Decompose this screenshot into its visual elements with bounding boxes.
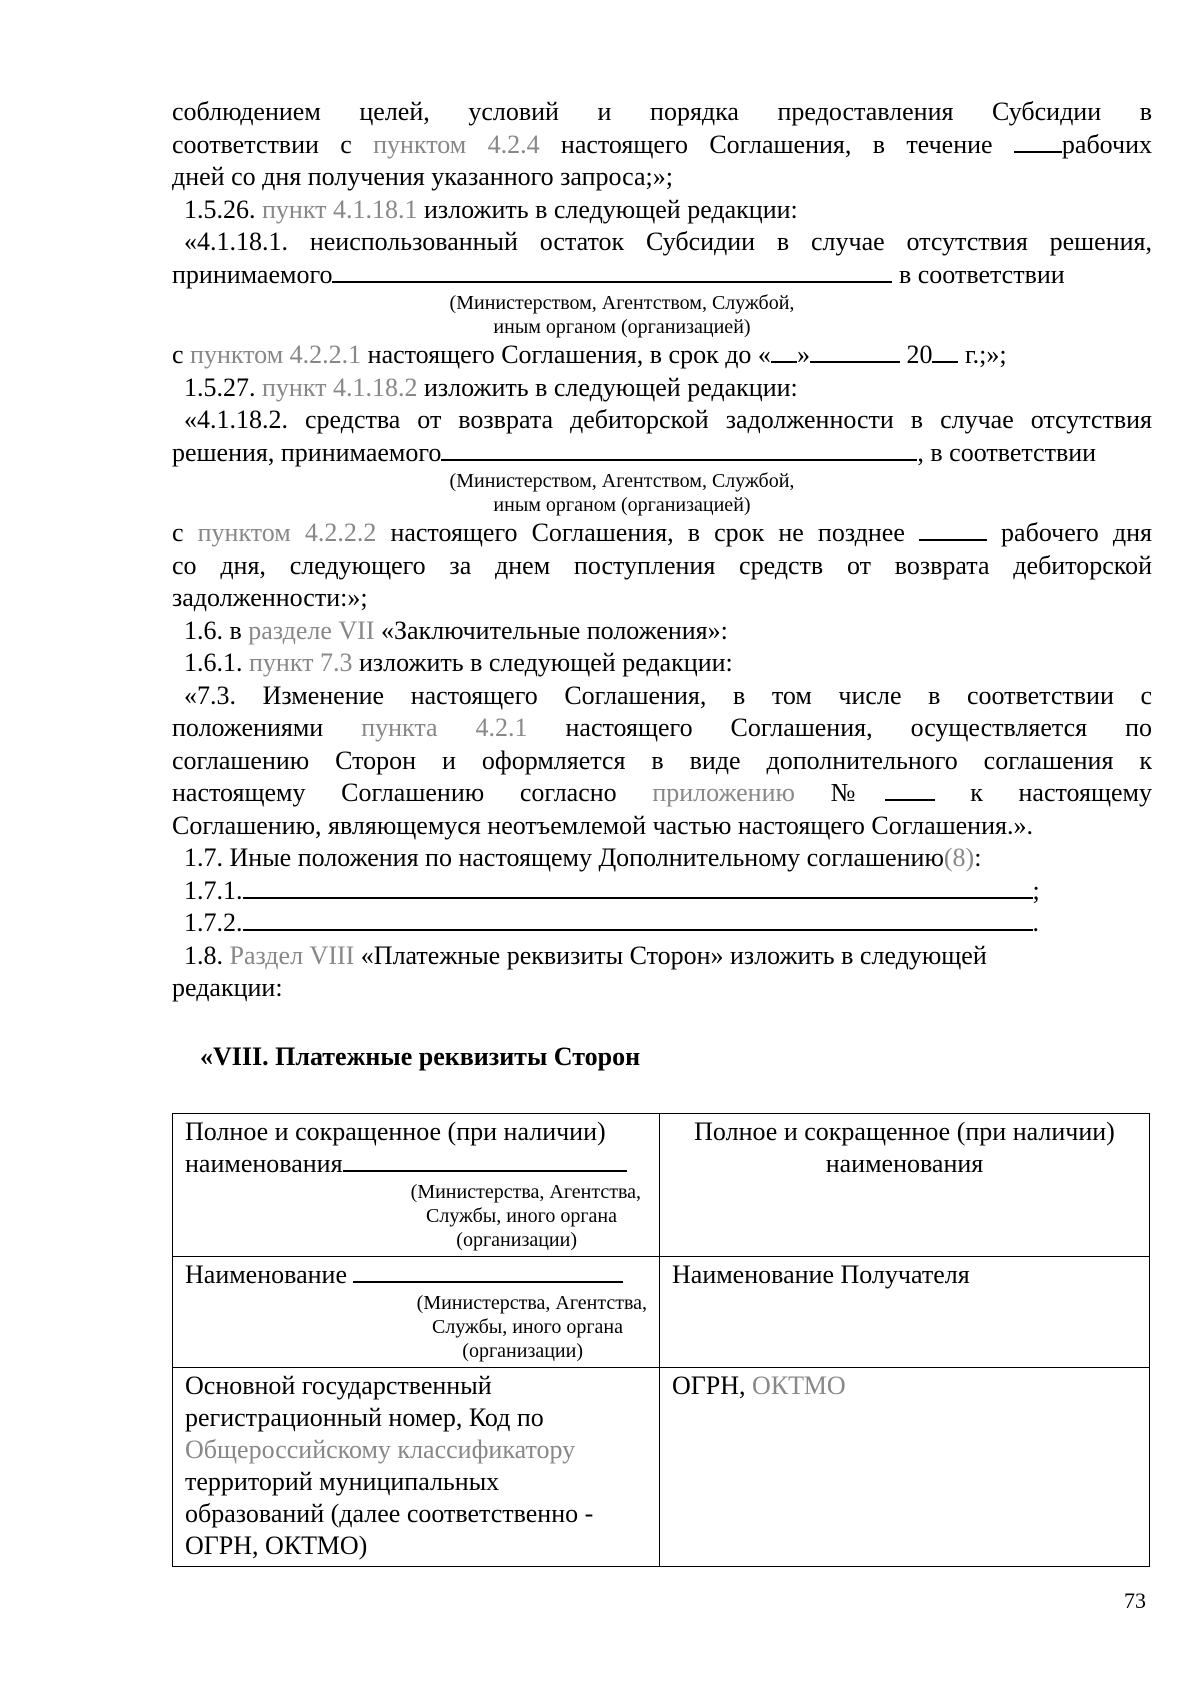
- text-line: редакции:: [172, 973, 283, 1002]
- reference-link[interactable]: пункт 7.3: [249, 648, 353, 677]
- text: решения, принимаемого: [172, 437, 442, 467]
- text-line: дней со дня получения указанного запроса;»;: [172, 162, 673, 191]
- cell-text: наименования: [825, 1149, 984, 1178]
- text: рабочих: [1061, 129, 1152, 159]
- clause-1-5-27: [172, 372, 1152, 405]
- table-cell: [660, 1368, 1150, 1567]
- text: г.;»;: [958, 340, 1007, 369]
- text: ;: [1032, 875, 1040, 905]
- text-line: со дня, следующего за днем поступления средств от возврата дебиторской: [172, 550, 1152, 580]
- text: 1.5.26.: [184, 194, 262, 224]
- text: принимаемого: [172, 259, 333, 289]
- cell-text: ОГРН, ОКТМО): [185, 1531, 368, 1560]
- reference-link[interactable]: пункт 4.1.18.2: [262, 372, 418, 402]
- text: ОГРН,: [672, 1371, 753, 1400]
- blank-field: [1014, 129, 1062, 153]
- text: »: [796, 340, 810, 369]
- clause-1-7-2: [172, 907, 1152, 940]
- cell-text: Полное и сокращенное (при наличии): [185, 1117, 606, 1146]
- clause-1-6: [172, 615, 1152, 648]
- page-number: 73: [1124, 1588, 1146, 1613]
- cell-text: Полное и сокращенное (при наличии): [694, 1117, 1115, 1146]
- reference-link[interactable]: Раздел VIII: [229, 940, 355, 970]
- text-line: «4.1.18.1. неиспользованный остаток Субсидии в случае отсутствия решения,: [184, 227, 1152, 256]
- clause-1-8: [172, 940, 1152, 973]
- text: настоящего Соглашения, осуществляется по: [527, 713, 1153, 742]
- text: «Заключительные положения»:: [374, 615, 728, 645]
- clause-1-5-26: [172, 194, 1152, 227]
- text-line: [172, 712, 1152, 745]
- text: 1.6.1.: [184, 648, 249, 677]
- footnote-link[interactable]: (8): [943, 843, 975, 872]
- text: соответствии с: [172, 129, 374, 159]
- clause-1-7: [172, 842, 1152, 875]
- document-body: [172, 96, 1152, 1073]
- field-caption: иным органом (организацией): [493, 494, 751, 516]
- field-caption: Службы, иного органа: [432, 1316, 623, 1338]
- table-cell: [660, 1257, 1150, 1368]
- text: 20: [899, 340, 933, 369]
- text-line: [172, 437, 1152, 470]
- text: 1.7.2.: [184, 908, 243, 937]
- text: изложить в следующей редакции:: [352, 648, 733, 677]
- reference-link[interactable]: ОКТМО: [752, 1371, 846, 1400]
- blank-field: [771, 339, 797, 363]
- text-line: [172, 777, 1152, 810]
- text: 1.8.: [184, 940, 230, 970]
- reference-link[interactable]: Общероссийскому классификатору: [185, 1435, 576, 1464]
- text: настоящему Соглашению согласно: [172, 778, 653, 807]
- text-line: [172, 259, 1152, 292]
- text: рабочего дня: [986, 518, 1152, 547]
- text-line: «4.1.18.2. средства от возврата дебиторской задолженности в случае отсутствия: [184, 405, 1152, 434]
- field-caption: (Министерства, Агентства,: [410, 1181, 641, 1203]
- field-caption: Службы, иного органа: [426, 1205, 617, 1227]
- text-line: задолженности:»;: [172, 583, 368, 612]
- text-line: [172, 129, 1152, 162]
- table-row: [173, 1257, 1150, 1368]
- text: настоящего Соглашения, в течение: [539, 129, 1014, 159]
- cell-text: регистрационный номер, Код по: [185, 1403, 544, 1432]
- blank-field: [441, 437, 917, 461]
- cell-text: [185, 1148, 647, 1180]
- cell-text: Наименование Получателя: [672, 1260, 970, 1289]
- clause-1-7-1: [172, 875, 1152, 908]
- text: , в соответствии: [917, 437, 1097, 467]
- reference-link[interactable]: пункта 4.2.1: [361, 713, 528, 742]
- cell-text: [185, 1259, 647, 1291]
- table-cell: [660, 1114, 1150, 1257]
- table-row: [173, 1114, 1150, 1257]
- text: :: [974, 843, 982, 872]
- cell-text: территорий муниципальных: [185, 1467, 500, 1496]
- text: изложить в следующей редакции:: [417, 372, 798, 402]
- text: 1.7. Иные положения по настоящему Дополнительному соглашению: [184, 843, 944, 872]
- text: «Платежные реквизиты Сторон» изложить в следующей: [354, 940, 987, 970]
- blank-field: [932, 339, 958, 363]
- text: Наименование: [185, 1260, 354, 1289]
- text-line: соблюдением целей, условий и порядка предоставления Субсидии в: [172, 97, 1152, 126]
- text: №: [794, 778, 885, 807]
- blank-field: [885, 777, 935, 801]
- text: изложить в следующей редакции:: [417, 194, 798, 224]
- field-caption: (организации): [462, 1340, 583, 1362]
- text: с: [172, 340, 191, 369]
- field-caption: (Министерством, Агентством, Службой,: [449, 292, 795, 314]
- cell-text: Основной государственный: [185, 1371, 492, 1400]
- clause-1-6-1: [172, 647, 1152, 680]
- table-cell: [173, 1257, 660, 1368]
- blank-field: [919, 517, 987, 541]
- cell-text: образований (далее соответственно -: [185, 1499, 594, 1528]
- text-line: [172, 517, 1152, 550]
- text: 1.5.27.: [184, 372, 262, 402]
- table-cell: [173, 1114, 660, 1257]
- reference-link[interactable]: разделе VII: [248, 615, 375, 645]
- blank-field: [353, 1259, 623, 1283]
- blank-field: [243, 907, 1033, 931]
- section-heading: «VIII. Платежные реквизиты Сторон: [200, 1041, 641, 1071]
- text: в соответствии: [892, 259, 1065, 289]
- text: .: [1032, 908, 1039, 937]
- text: с: [172, 518, 198, 547]
- text: настоящего Соглашения, в срок не позднее: [376, 518, 919, 547]
- text: положениями: [172, 713, 362, 742]
- field-caption: иным органом (организацией): [493, 316, 751, 338]
- table-row: [173, 1368, 1150, 1567]
- text: к настоящему: [934, 778, 1153, 807]
- reference-link[interactable]: пунктом 4.2.4: [373, 129, 540, 159]
- reference-link[interactable]: приложению: [652, 778, 795, 807]
- text: 1.7.1.: [184, 875, 243, 905]
- reference-link[interactable]: пункт 4.1.18.1: [262, 194, 418, 224]
- blank-field: [810, 339, 900, 363]
- text: 1.6. в: [184, 615, 249, 645]
- blank-field: [332, 259, 892, 283]
- blank-field: [343, 1148, 627, 1172]
- reference-link[interactable]: пунктом 4.2.2.1: [190, 340, 362, 369]
- field-caption: (организации): [456, 1229, 577, 1251]
- payment-details-table: [172, 1113, 1150, 1567]
- text-line: [172, 339, 1152, 372]
- text-line: Соглашению, являющемуся неотъемлемой частью настоящего Соглашения.».: [172, 810, 1033, 840]
- table-cell: [173, 1368, 660, 1567]
- text: настоящего Соглашения, в срок до «: [361, 340, 771, 369]
- text-line: соглашению Сторон и оформляется в виде дополнительного соглашения к: [172, 745, 1152, 775]
- blank-field: [243, 875, 1033, 899]
- text-line: «7.3. Изменение настоящего Соглашения, в том числе в соответствии с: [184, 680, 1152, 710]
- field-caption: (Министерства, Агентства,: [416, 1292, 647, 1314]
- text: наименования: [185, 1149, 343, 1178]
- cell-text: [672, 1370, 1137, 1402]
- field-caption: (Министерством, Агентством, Службой,: [449, 470, 795, 492]
- reference-link[interactable]: пунктом 4.2.2.2: [197, 518, 377, 547]
